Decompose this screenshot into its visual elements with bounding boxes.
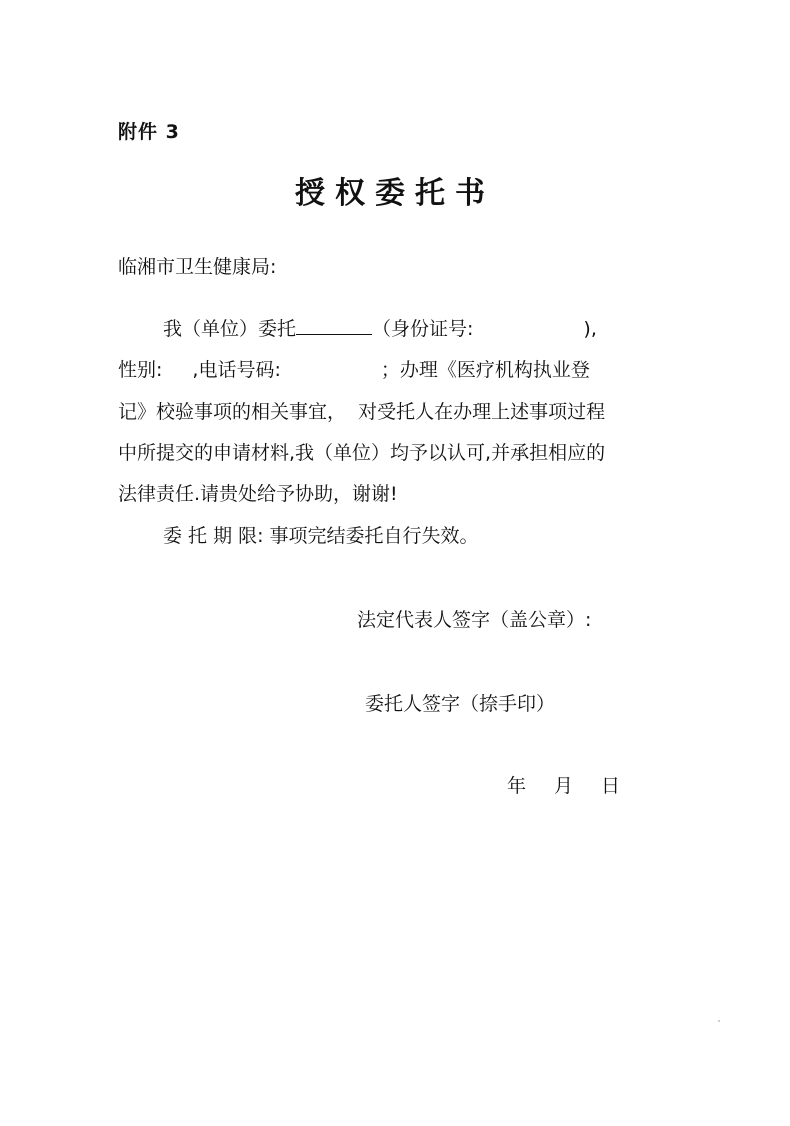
phone-label: ,电话号码: — [192, 359, 281, 381]
paragraph1-line1 — [163, 316, 597, 341]
gender-label: 性别: — [118, 359, 163, 381]
paragraph1-line3: 记》校验事项的相关事宜， 对受托人在办理上述事项过程 — [118, 401, 606, 423]
date-day: 日 — [601, 775, 621, 797]
delegation-text: 我（单位）委托 — [163, 318, 297, 340]
attachment-label: 附件 3 — [118, 121, 180, 143]
paragraph1-line5: 法律责任.请贵处给予协助，谢谢! — [118, 483, 398, 505]
trustee-name-blank — [296, 316, 372, 335]
legal-representative-signature: 法定代表人签字（盖公章）: — [357, 609, 592, 631]
matter-text: ；办理《医疗机构执业登 — [380, 359, 590, 381]
paragraph1-line4: 中所提交的申请材料,我（单位）均予以认可,并承担相应的 — [118, 442, 606, 464]
addressee: 临湘市卫生健康局: — [118, 256, 277, 278]
paragraph1-line2 — [118, 358, 590, 382]
document-title: 授权委托书 — [295, 176, 495, 211]
date-line — [507, 774, 620, 798]
scan-speck — [718, 1020, 720, 1022]
date-year: 年 — [507, 775, 527, 797]
id-close-paren: ), — [583, 318, 597, 340]
id-number-label: （身份证号: — [372, 318, 474, 340]
date-month: 月 — [554, 775, 574, 797]
term-of-delegation: 委 托 期 限: 事项完结委托自行失效。 — [163, 525, 479, 547]
trustee-signature: 委托人签字（捺手印） — [365, 693, 556, 715]
